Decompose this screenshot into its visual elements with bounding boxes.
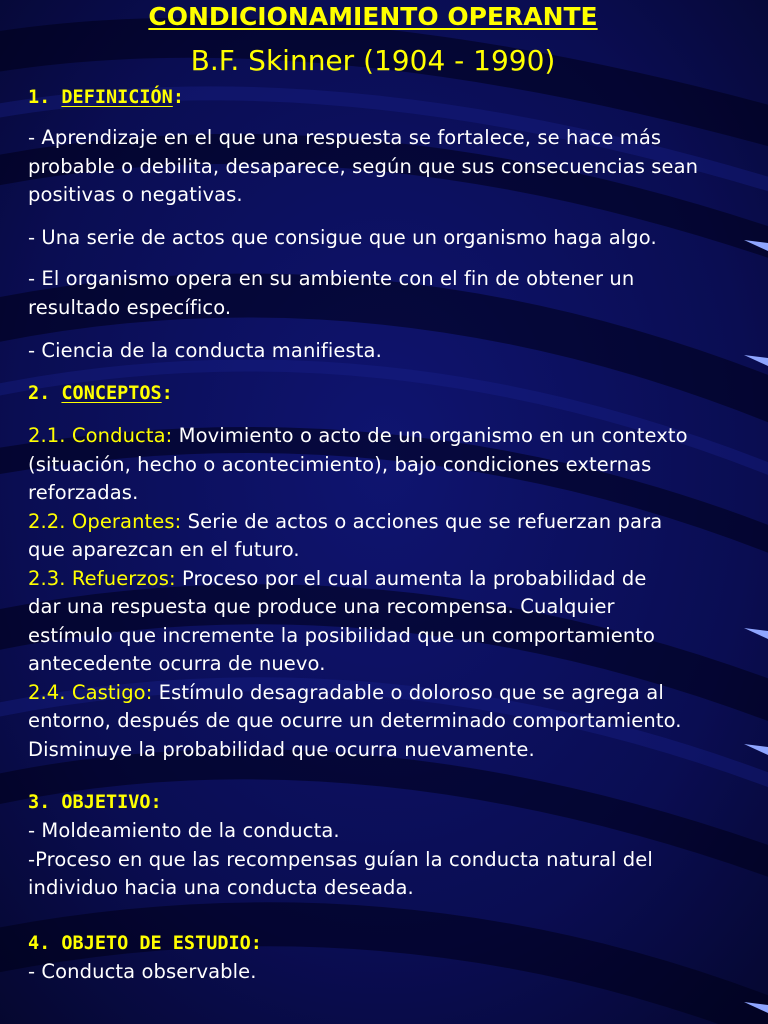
text-line: - Moldeamiento de la conducta. — [28, 819, 340, 842]
text-line: resultado específico. — [28, 295, 232, 319]
text-line: individuo hacia una conducta deseada. — [28, 876, 414, 899]
concept-term: 2.1. Conducta: — [28, 424, 173, 447]
concept-text: Estímulo desagradable o doloroso que se agrega al — [152, 680, 664, 704]
text-line: que aparezcan en el futuro. — [28, 538, 300, 561]
concept-term: 2.3. Refuerzos: — [28, 566, 176, 590]
section-label: CONCEPTOS — [61, 383, 162, 404]
text-line: - Ciencia de la conducta manifiesta. — [28, 339, 382, 362]
text-line: reforzadas. — [28, 481, 139, 504]
text-line: antecedente ocurra de nuevo. — [28, 652, 326, 675]
objective-list — [28, 817, 758, 903]
study-object-list — [28, 958, 758, 987]
concept-castigo-line — [28, 679, 758, 708]
concept-list — [28, 422, 758, 764]
concept-operantes-line — [28, 508, 758, 537]
section-number: 2. — [28, 383, 62, 404]
text-line: estímulo que incremente la posibilidad que un comportamiento — [28, 623, 656, 647]
text-line: dar una respuesta que produce una recompensa. Cualquier — [28, 595, 615, 618]
section-colon: : — [172, 87, 184, 108]
text-line: - Aprendizaje en el que una respuesta se fortalece, se hace más — [28, 126, 662, 149]
text-line: entorno, después de que ocurre un determinado comportamiento. — [28, 709, 682, 732]
text-line: - Una serie de actos que consigue que un organismo haga algo. — [28, 226, 657, 249]
section-heading-conceptos — [28, 383, 173, 404]
concept-conducta-line — [28, 422, 758, 451]
definition-item — [28, 124, 758, 210]
text-line: -Proceso en que las recompensas guían la conducta natural del — [28, 847, 653, 871]
text-line: positivas o negativas. — [28, 183, 243, 206]
section-number: 1. — [28, 87, 62, 108]
concept-text: Movimiento o acto de un organismo en un contexto — [172, 424, 688, 447]
slide-subtitle: B.F. Skinner (1904 - 1990) — [190, 44, 556, 77]
concept-text: Serie de actos o acciones que se refuerzan para — [181, 509, 663, 533]
text-line: Disminuye la probabilidad que ocurra nuevamente. — [28, 737, 535, 761]
section-heading-objetivo: 3. OBJETIVO: — [28, 792, 162, 813]
text-line: - El organismo opera en su ambiente con el fin de obtener un — [28, 267, 635, 290]
text-line: - Conducta observable. — [28, 960, 257, 983]
concept-text: Proceso por el cual aumenta la probabilidad de — [175, 566, 647, 590]
definition-item — [28, 224, 758, 253]
section-heading-objeto: 4. OBJETO DE ESTUDIO: — [28, 933, 262, 954]
text-line: (situación, hecho o acontecimiento), bajo condiciones externas — [28, 452, 652, 476]
section-label: DEFINICIÓN — [61, 87, 173, 108]
section-colon: : — [161, 383, 173, 404]
concept-refuerzos-line — [28, 565, 758, 594]
text-line: probable o debilita, desaparece, según que sus consecuencias sean — [28, 154, 699, 178]
section-heading-definicion — [28, 87, 184, 108]
concept-term: 2.4. Castigo: — [28, 680, 153, 704]
concept-term: 2.2. Operantes: — [28, 509, 182, 533]
definition-item — [28, 265, 758, 322]
definition-item — [28, 337, 758, 366]
slide-title: CONDICIONAMIENTO OPERANTE — [148, 2, 598, 31]
